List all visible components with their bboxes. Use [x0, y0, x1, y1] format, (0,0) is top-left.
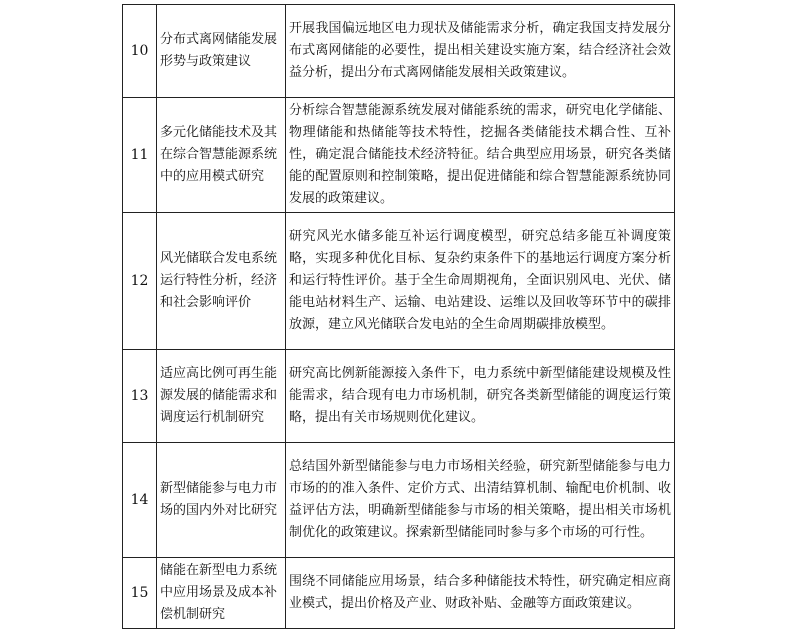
topic-title: 分布式离网储能发展形势与政策建议 — [157, 5, 286, 98]
topic-description: 开展我国偏远地区电力现状及储能需求分析，确定我国支持发展分布式离网储能的必要性，提出相关建设实施方案，结合经济社会效益分析，提出分布式离网储能发展相关政策建议。 — [286, 5, 675, 98]
table-row — [123, 5, 675, 98]
row-number: 11 — [123, 98, 157, 213]
topic-title: 新型储能参与电力市场的国内外对比研究 — [157, 443, 286, 558]
topic-title: 风光储联合发电系统运行特性分析，经济和社会影响评价 — [157, 213, 286, 350]
topic-description: 研究风光水储多能互补运行调度模型，研究总结多能互补调度策略，实现多种优化目标、复杂约束条件下的基地运行调度方案分析和运行特性评价。基于全生命周期视角，全面识别风电、光伏、储能电站材料生产、运输、电站建设、运维以及回收等环节中的碳排放源，建立风光储联合发电站的全生命周期碳排放模型。 — [286, 213, 675, 350]
table-row — [123, 213, 675, 350]
table-row — [123, 443, 675, 558]
table-row — [123, 558, 675, 629]
topic-description: 研究高比例新能源接入条件下，电力系统中新型储能建设规模及性能需求，结合现有电力市场机制，研究各类新型储能的调度运行策略，提出有关市场规则优化建议。 — [286, 350, 675, 443]
row-number: 15 — [123, 558, 157, 629]
topic-description: 分析综合智慧能源系统发展对储能系统的需求，研究电化学储能、物理储能和热储能等技术特性，挖掘各类储能技术耦合性、互补性，确定混合储能技术经济特征。结合典型应用场景，研究各类储能的配置原则和控制策略，提出促进储能和综合智慧能源系统协同发展的政策建议。 — [286, 98, 675, 213]
topic-title: 适应高比例可再生能源发展的储能需求和调度运行机制研究 — [157, 350, 286, 443]
row-number: 13 — [123, 350, 157, 443]
row-number: 10 — [123, 5, 157, 98]
table-row — [123, 98, 675, 213]
row-number: 14 — [123, 443, 157, 558]
topic-description: 总结国外新型储能参与电力市场相关经验，研究新型储能参与电力市场的的准入条件、定价方式、出清结算机制、输配电价机制、收益评估方法，明确新型储能参与市场的相关策略，提出相关市场机制优化的政策建议。探索新型储能同时参与多个市场的可行性。 — [286, 443, 675, 558]
topic-description: 围绕不同储能应用场景，结合多种储能技术特性，研究确定相应商业模式，提出价格及产业、财政补贴、金融等方面政策建议。 — [286, 558, 675, 629]
row-number: 12 — [123, 213, 157, 350]
topic-title: 储能在新型电力系统中应用场景及成本补偿机制研究 — [157, 558, 286, 629]
topic-title: 多元化储能技术及其在综合智慧能源系统中的应用模式研究 — [157, 98, 286, 213]
table-row — [123, 350, 675, 443]
research-topics-table — [122, 4, 675, 629]
